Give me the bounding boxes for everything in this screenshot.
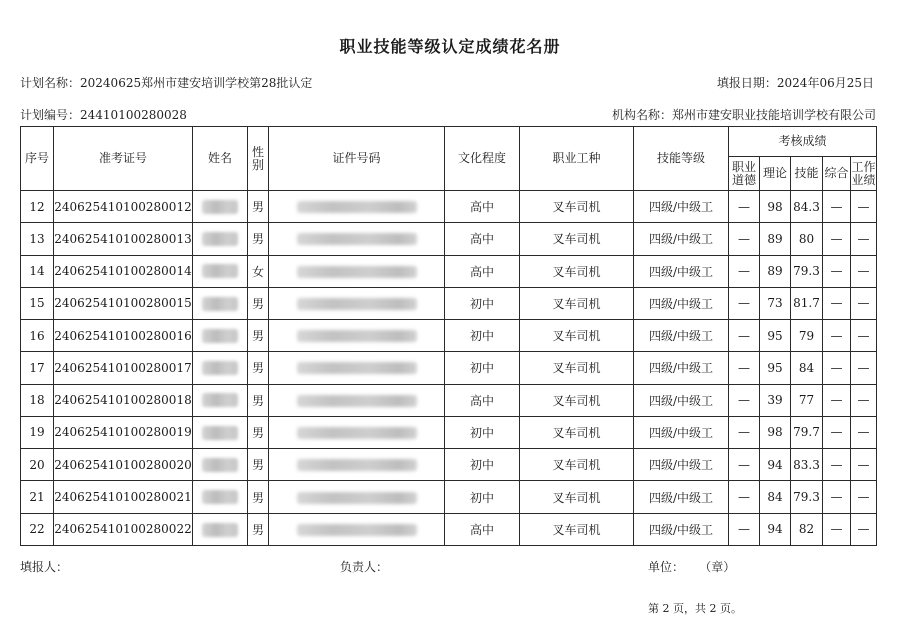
table-row <box>21 287 877 319</box>
cell-gender: 男 <box>248 481 269 513</box>
cell-work-performance: — <box>851 416 877 448</box>
cell-theory: 94 <box>760 513 791 545</box>
cell-level: 四级/中级工 <box>634 255 729 287</box>
cell-name <box>193 352 248 384</box>
plan-name-label: 计划名称： <box>20 76 81 90</box>
header-skill: 技能 <box>791 157 823 191</box>
organization-value: 郑州市建安职业技能培训学校有限公司 <box>671 108 876 122</box>
cell-seq: 21 <box>21 481 54 513</box>
cell-comprehensive: — <box>823 416 851 448</box>
fill-date-value: 2024年06月25日 <box>776 76 874 90</box>
cell-level: 四级/中级工 <box>634 223 729 255</box>
cell-theory: 94 <box>760 449 791 481</box>
cell-skill: 83.3 <box>791 449 823 481</box>
header-scores: 考核成绩 <box>729 127 877 157</box>
cell-skill: 81.7 <box>791 287 823 319</box>
redacted-id-number <box>297 524 417 536</box>
cell-ethics: — <box>729 320 760 352</box>
cell-work-performance: — <box>851 223 877 255</box>
redacted-name <box>202 458 238 472</box>
redacted-id-number <box>297 492 417 504</box>
cell-gender: 男 <box>248 287 269 319</box>
cell-exam-no: 240625410100280017 <box>54 352 193 384</box>
cell-exam-no: 240625410100280020 <box>54 449 193 481</box>
cell-id-no <box>269 481 445 513</box>
cell-name <box>193 513 248 545</box>
cell-comprehensive: — <box>823 287 851 319</box>
cell-theory: 98 <box>760 191 791 223</box>
header-occupation: 职业工种 <box>520 127 634 191</box>
header-work-performance: 工作业绩 <box>851 157 877 191</box>
roster-title: 职业技能等级认定成绩花名册 <box>339 37 561 56</box>
cell-ethics: — <box>729 255 760 287</box>
header-id-no: 证件号码 <box>269 127 445 191</box>
redacted-id-number <box>297 459 417 471</box>
plan-name-value: 20240625郑州市建安培训学校第28批认定 <box>80 76 313 90</box>
cell-education: 初中 <box>445 481 520 513</box>
filler-label: 填报人： <box>20 560 69 574</box>
redacted-id-number <box>297 427 417 439</box>
unit-label <box>648 558 735 575</box>
redacted-name <box>202 523 238 537</box>
redacted-name <box>202 329 238 343</box>
table-row <box>21 416 877 448</box>
cell-seq: 22 <box>21 513 54 545</box>
cell-theory: 95 <box>760 352 791 384</box>
redacted-name <box>202 393 238 407</box>
cell-education: 初中 <box>445 352 520 384</box>
cell-level: 四级/中级工 <box>634 320 729 352</box>
cell-seq: 17 <box>21 352 54 384</box>
cell-ethics: — <box>729 384 760 416</box>
cell-id-no <box>269 255 445 287</box>
cell-seq: 14 <box>21 255 54 287</box>
header-comprehensive: 综合 <box>823 157 851 191</box>
cell-id-no <box>269 384 445 416</box>
cell-comprehensive: — <box>823 384 851 416</box>
header-gender: 性别 <box>248 127 269 191</box>
redacted-id-number <box>297 266 417 278</box>
cell-theory: 89 <box>760 223 791 255</box>
cell-ethics: — <box>729 191 760 223</box>
cell-level: 四级/中级工 <box>634 352 729 384</box>
cell-work-performance: — <box>851 481 877 513</box>
cell-education: 高中 <box>445 384 520 416</box>
cell-work-performance: — <box>851 287 877 319</box>
cell-occupation: 叉车司机 <box>520 481 634 513</box>
plan-number-value: 24410100280028 <box>80 108 187 122</box>
redacted-name <box>202 426 238 440</box>
cell-exam-no: 240625410100280016 <box>54 320 193 352</box>
cell-work-performance: — <box>851 449 877 481</box>
cell-exam-no: 240625410100280018 <box>54 384 193 416</box>
cell-education: 高中 <box>445 255 520 287</box>
redacted-id-number <box>297 201 417 213</box>
cell-exam-no: 240625410100280022 <box>54 513 193 545</box>
header-theory: 理论 <box>760 157 791 191</box>
cell-id-no <box>269 352 445 384</box>
table-row <box>21 223 877 255</box>
cell-occupation: 叉车司机 <box>520 255 634 287</box>
cell-id-no <box>269 416 445 448</box>
plan-name <box>20 74 312 91</box>
cell-skill: 79.3 <box>791 481 823 513</box>
cell-education: 初中 <box>445 416 520 448</box>
header-ethics: 职业道德 <box>729 157 760 191</box>
redacted-id-number <box>297 233 417 245</box>
header-seq: 序号 <box>21 127 54 191</box>
cell-occupation: 叉车司机 <box>520 191 634 223</box>
cell-education: 高中 <box>445 191 520 223</box>
unit-seal: （章） <box>699 560 736 574</box>
cell-level: 四级/中级工 <box>634 481 729 513</box>
cell-comprehensive: — <box>823 223 851 255</box>
table-row <box>21 191 877 223</box>
cell-work-performance: — <box>851 384 877 416</box>
cell-id-no <box>269 287 445 319</box>
table-row <box>21 352 877 384</box>
cell-ethics: — <box>729 352 760 384</box>
cell-work-performance: — <box>851 255 877 287</box>
redacted-id-number <box>297 362 417 374</box>
cell-name <box>193 320 248 352</box>
redacted-name <box>202 490 238 504</box>
cell-ethics: — <box>729 449 760 481</box>
header-level: 技能等级 <box>634 127 729 191</box>
cell-exam-no: 240625410100280021 <box>54 481 193 513</box>
cell-skill: 84 <box>791 352 823 384</box>
cell-comprehensive: — <box>823 352 851 384</box>
cell-skill: 79.7 <box>791 416 823 448</box>
cell-theory: 84 <box>760 481 791 513</box>
cell-skill: 79 <box>791 320 823 352</box>
cell-education: 高中 <box>445 223 520 255</box>
cell-exam-no: 240625410100280014 <box>54 255 193 287</box>
cell-comprehensive: — <box>823 513 851 545</box>
cell-seq: 18 <box>21 384 54 416</box>
cell-skill: 79.3 <box>791 255 823 287</box>
redacted-id-number <box>297 298 417 310</box>
cell-id-no <box>269 223 445 255</box>
header-exam-no: 准考证号 <box>54 127 193 191</box>
cell-work-performance: — <box>851 191 877 223</box>
cell-education: 初中 <box>445 449 520 481</box>
cell-seq: 20 <box>21 449 54 481</box>
cell-occupation: 叉车司机 <box>520 384 634 416</box>
cell-seq: 15 <box>21 287 54 319</box>
fill-date-label: 填报日期： <box>716 76 777 90</box>
cell-level: 四级/中级工 <box>634 287 729 319</box>
redacted-id-number <box>297 395 417 407</box>
cell-level: 四级/中级工 <box>634 513 729 545</box>
cell-gender: 男 <box>248 352 269 384</box>
table-row <box>21 320 877 352</box>
cell-theory: 98 <box>760 416 791 448</box>
cell-work-performance: — <box>851 352 877 384</box>
redacted-name <box>202 297 238 311</box>
cell-name <box>193 287 248 319</box>
header-education: 文化程度 <box>445 127 520 191</box>
cell-exam-no: 240625410100280019 <box>54 416 193 448</box>
cell-occupation: 叉车司机 <box>520 320 634 352</box>
roster-body <box>21 191 877 546</box>
redacted-name <box>202 361 238 375</box>
organization-label: 机构名称： <box>611 108 672 122</box>
table-row <box>21 449 877 481</box>
cell-seq: 12 <box>21 191 54 223</box>
cell-skill: 77 <box>791 384 823 416</box>
organization <box>612 106 876 123</box>
redacted-name <box>202 264 238 278</box>
cell-occupation: 叉车司机 <box>520 513 634 545</box>
cell-exam-no: 240625410100280013 <box>54 223 193 255</box>
cell-occupation: 叉车司机 <box>520 416 634 448</box>
cell-work-performance: — <box>851 513 877 545</box>
plan-number-label: 计划编号： <box>20 108 81 122</box>
cell-name <box>193 223 248 255</box>
cell-skill: 84.3 <box>791 191 823 223</box>
cell-theory: 95 <box>760 320 791 352</box>
cell-id-no <box>269 320 445 352</box>
cell-occupation: 叉车司机 <box>520 352 634 384</box>
cell-comprehensive: — <box>823 320 851 352</box>
cell-name <box>193 449 248 481</box>
plan-number <box>20 106 187 123</box>
header-name: 姓名 <box>193 127 248 191</box>
redacted-name <box>202 232 238 246</box>
cell-exam-no: 240625410100280012 <box>54 191 193 223</box>
cell-gender: 男 <box>248 449 269 481</box>
cell-exam-no: 240625410100280015 <box>54 287 193 319</box>
cell-education: 高中 <box>445 513 520 545</box>
cell-level: 四级/中级工 <box>634 416 729 448</box>
cell-ethics: — <box>729 287 760 319</box>
cell-education: 初中 <box>445 287 520 319</box>
cell-seq: 16 <box>21 320 54 352</box>
cell-work-performance: — <box>851 320 877 352</box>
cell-name <box>193 384 248 416</box>
cell-name <box>193 481 248 513</box>
cell-gender: 女 <box>248 255 269 287</box>
cell-occupation: 叉车司机 <box>520 223 634 255</box>
cell-gender: 男 <box>248 416 269 448</box>
cell-ethics: — <box>729 416 760 448</box>
cell-gender: 男 <box>248 191 269 223</box>
redacted-id-number <box>297 330 417 342</box>
cell-education: 初中 <box>445 320 520 352</box>
cell-gender: 男 <box>248 223 269 255</box>
cell-id-no <box>269 191 445 223</box>
cell-seq: 19 <box>21 416 54 448</box>
cell-id-no <box>269 449 445 481</box>
cell-occupation: 叉车司机 <box>520 449 634 481</box>
cell-gender: 男 <box>248 384 269 416</box>
cell-name <box>193 416 248 448</box>
fill-date <box>717 74 874 91</box>
cell-occupation: 叉车司机 <box>520 287 634 319</box>
owner-label: 负责人： <box>340 560 389 574</box>
cell-name <box>193 191 248 223</box>
cell-theory: 89 <box>760 255 791 287</box>
cell-comprehensive: — <box>823 255 851 287</box>
cell-level: 四级/中级工 <box>634 191 729 223</box>
table-row <box>21 255 877 287</box>
page-info: 第 2 页，共 2 页。 <box>648 602 742 615</box>
cell-skill: 80 <box>791 223 823 255</box>
cell-theory: 73 <box>760 287 791 319</box>
cell-gender: 男 <box>248 320 269 352</box>
score-roster-table <box>20 126 877 546</box>
cell-level: 四级/中级工 <box>634 384 729 416</box>
table-row <box>21 513 877 545</box>
cell-comprehensive: — <box>823 449 851 481</box>
cell-skill: 82 <box>791 513 823 545</box>
cell-id-no <box>269 513 445 545</box>
cell-name <box>193 255 248 287</box>
table-row <box>21 481 877 513</box>
cell-ethics: — <box>729 513 760 545</box>
cell-level: 四级/中级工 <box>634 449 729 481</box>
cell-ethics: — <box>729 223 760 255</box>
table-row <box>21 384 877 416</box>
unit-label-text: 单位： <box>648 560 685 574</box>
redacted-name <box>202 200 238 214</box>
cell-theory: 39 <box>760 384 791 416</box>
cell-gender: 男 <box>248 513 269 545</box>
cell-comprehensive: — <box>823 481 851 513</box>
cell-ethics: — <box>729 481 760 513</box>
cell-seq: 13 <box>21 223 54 255</box>
cell-comprehensive: — <box>823 191 851 223</box>
